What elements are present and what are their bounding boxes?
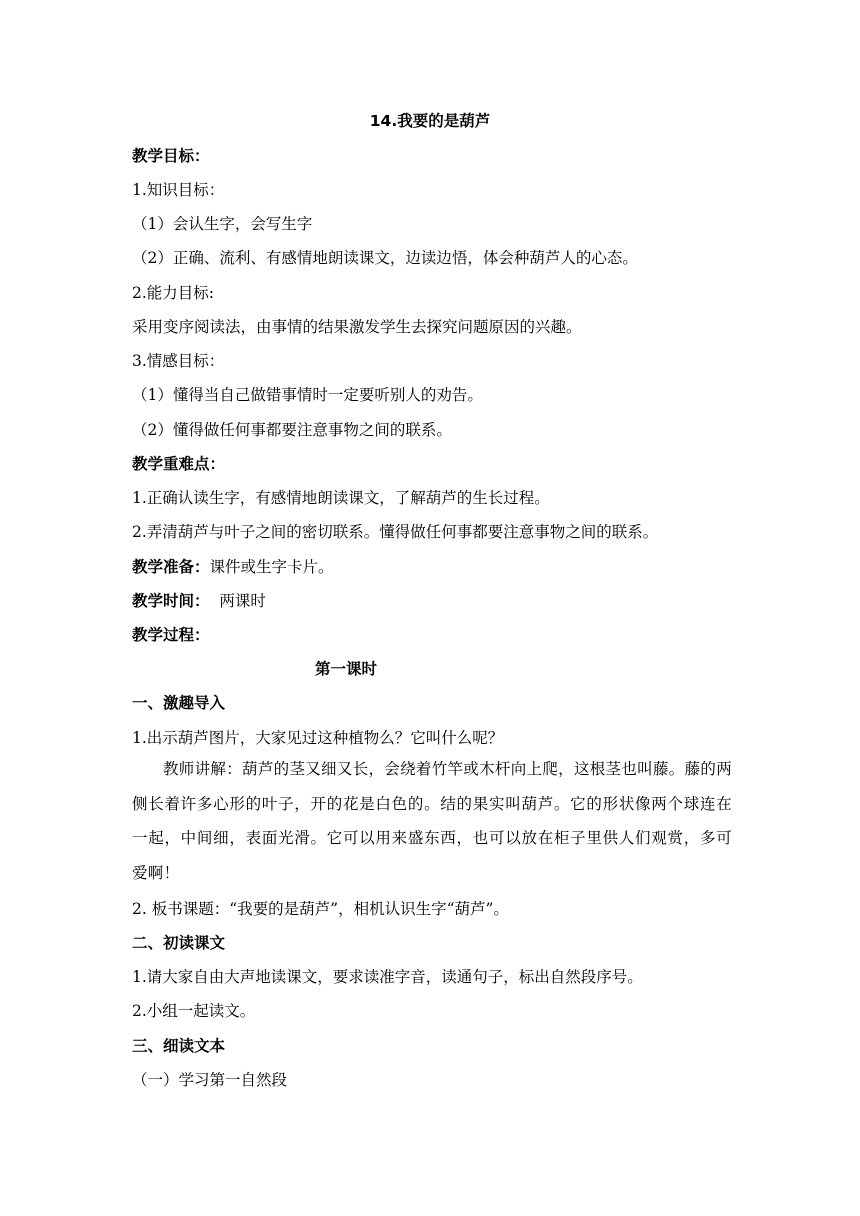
key-points-heading: 教学重难点： xyxy=(132,455,226,473)
knowledge-item-1: （1）会认生字，会写生字 xyxy=(132,215,313,233)
knowledge-objective-label: 1.知识目标： xyxy=(132,181,225,199)
emotion-objective-label: 3.情感目标： xyxy=(132,352,225,370)
time-label: 教学时间： xyxy=(132,592,210,610)
time-line xyxy=(132,591,266,611)
emotion-item-2: （2）懂得做任何事都要注意事物之间的联系。 xyxy=(132,421,452,439)
knowledge-item-2: （2）正确、流利、有感情地朗读课文，边读边悟，体会种葫芦人的心态。 xyxy=(132,249,638,267)
section-1-item-1: 1.出示葫芦图片，大家见过这种植物么？它叫什么呢？ xyxy=(132,729,504,747)
document-title: 14.我要的是葫芦 xyxy=(369,112,491,130)
key-point-1: 1.正确认读生字，有感情地朗读课文，了解葫芦的生长过程。 xyxy=(132,489,550,507)
section-2-item-2: 2.小组一起读文。 xyxy=(132,1002,256,1020)
preparation-label: 教学准备： xyxy=(132,558,210,576)
key-point-2: 2.弄清葫芦与叶子之间的密切联系。懂得做任何事都要注意事物之间的联系。 xyxy=(132,523,659,541)
section-3-heading: 三、细读文本 xyxy=(132,1037,226,1055)
preparation-value: 课件或生字卡片。 xyxy=(209,558,334,576)
section-3-sub-1: （一）学习第一自然段 xyxy=(132,1071,288,1089)
teacher-explanation: 教师讲解：葫芦的茎又细又长，会绕着竹竿或木杆向上爬，这根茎也叫藤。藤的两侧长着许多心形的叶子，开的花是白色的。结的果实叫葫芦。它的形状像两个球连在一起，中间细，表面光滑。它可以用来盛东西，也可以放在柜子里供人们观赏，多可爱啊！ xyxy=(132,760,732,882)
ability-objective-text: 采用变序阅读法，由事情的结果激发学生去探究问题原因的兴趣。 xyxy=(132,318,582,336)
emotion-item-1: （1）懂得当自己做错事情时一定要听别人的劝告。 xyxy=(132,386,483,404)
lesson-title: 第一课时 xyxy=(314,660,377,678)
section-1-heading: 一、激趣导入 xyxy=(132,694,226,712)
time-value: 两课时 xyxy=(209,592,266,610)
section-2-item-1: 1.请大家自由大声地读课文，要求读准字音，读通句子，标出自然段序号。 xyxy=(132,968,643,986)
objectives-heading: 教学目标： xyxy=(132,147,210,165)
process-heading: 教学过程： xyxy=(132,626,210,644)
preparation-line xyxy=(132,557,334,577)
section-2-heading: 二、初读课文 xyxy=(132,934,226,952)
ability-objective-label: 2.能力目标: xyxy=(132,284,215,302)
section-1-item-2: 2. 板书课题：“我要的是葫芦”，相机认识生字“葫芦”。 xyxy=(132,900,509,918)
